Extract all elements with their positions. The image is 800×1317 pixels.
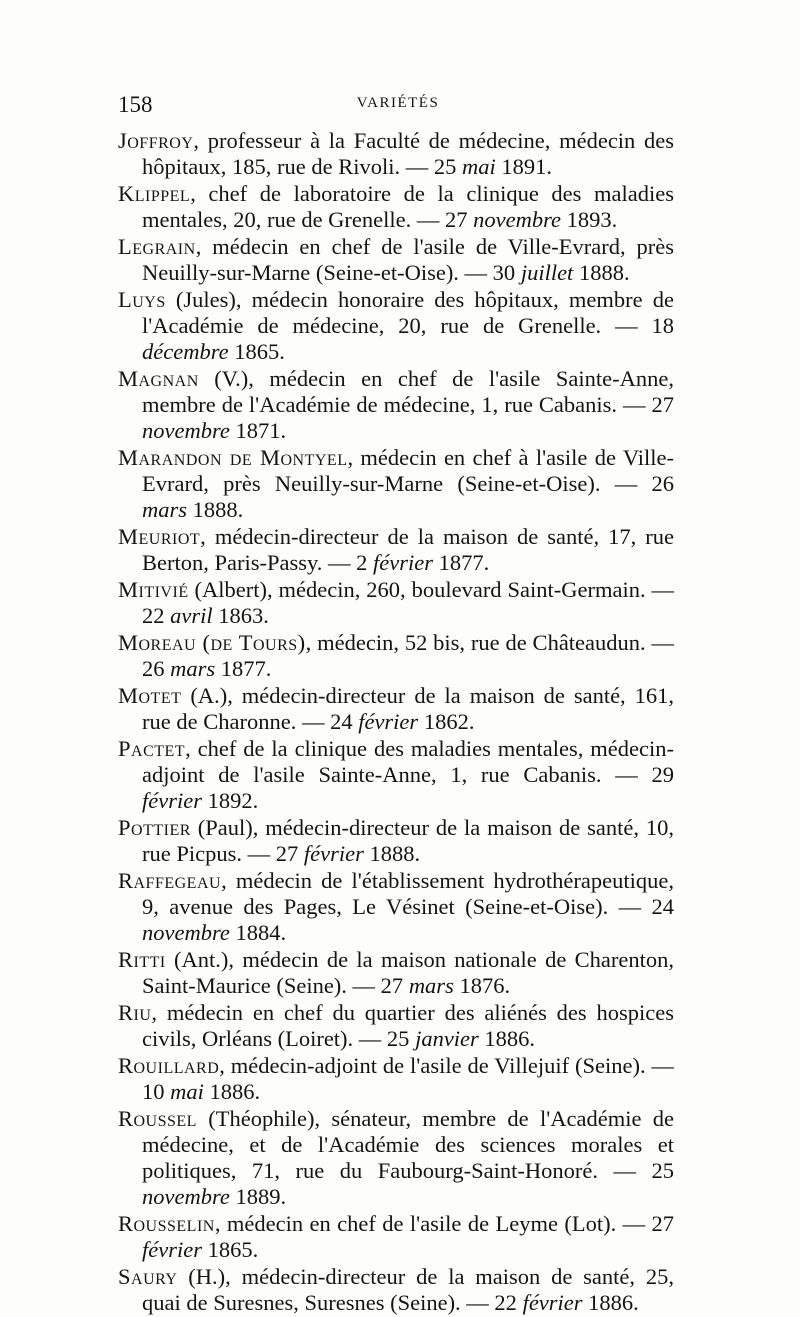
entry-year: 1892. <box>201 788 259 813</box>
entry-text: (Jules), médecin honoraire des hôpitaux, membre de l'Académie de médecine, 20, rue de Grenelle. — 18 <box>142 287 674 338</box>
entry-date: février <box>142 1237 202 1262</box>
entry-year: 1884. <box>229 920 287 945</box>
directory-entry <box>118 683 674 735</box>
entry-year: 1893. <box>561 207 618 232</box>
directory-entry <box>118 234 674 286</box>
entry-name: Legrain <box>118 234 196 259</box>
entry-text: , médecin en chef du quartier des aliénés des hospices civils, Orléans (Loiret). — 25 <box>142 1000 674 1051</box>
entry-text: , professeur à la Faculté de médecine, médecin des hôpitaux, 185, rue de Rivoli. — 25 <box>142 128 674 179</box>
entry-date: mai <box>461 154 496 179</box>
entry-date: avril <box>170 603 213 628</box>
directory-entry <box>118 815 674 867</box>
entry-date: novembre <box>142 418 230 443</box>
entry-year: 1886. <box>203 1079 261 1104</box>
entry-name: Motet <box>118 683 182 708</box>
directory-entry <box>118 287 674 365</box>
entry-text: (Théophile), sénateur, membre de l'Académie de médecine, et de l'Académie des sciences morales et politiques, 71, rue du Faubourg-Saint-Honoré. — 25 <box>142 1106 674 1183</box>
entry-year: 1888. <box>187 497 244 522</box>
page-number: 158 <box>118 92 153 117</box>
entry-year: 1888. <box>363 841 421 866</box>
entry-date: novembre <box>473 207 562 232</box>
entry-year: 1877. <box>433 550 490 575</box>
directory-entry <box>118 1106 674 1210</box>
entry-name: Raffegeau <box>118 868 222 893</box>
entry-year: 1865. <box>201 1237 259 1262</box>
entry-name: Magnan <box>118 366 199 391</box>
directory-entries <box>118 128 674 1317</box>
entry-text: , médecin en chef à l'asile de Ville-Evrard, près Neuilly-sur-Marne (Seine-et-Oise). — 26 <box>142 445 674 496</box>
entry-year: 1871. <box>229 418 287 443</box>
directory-entry <box>118 947 674 999</box>
entry-text: , chef de la clinique des maladies mentales, médecin-adjoint de l'asile Sainte-Anne, 1, rue Cabanis. — 29 <box>142 736 674 787</box>
running-title: VARIÉTÉS <box>356 95 440 111</box>
directory-entry <box>118 445 674 523</box>
entry-date: novembre <box>142 1184 230 1209</box>
entry-name: Riu <box>118 1000 152 1025</box>
directory-entry <box>118 366 674 444</box>
entry-name: Pactet <box>118 736 186 761</box>
entry-date: février <box>303 841 364 866</box>
entry-name: Mitivié <box>118 577 189 602</box>
entry-date: février <box>373 550 434 575</box>
entry-date: janvier <box>415 1026 479 1051</box>
entry-year: 1876. <box>453 973 511 998</box>
entry-text: , médecin-adjoint de l'asile de Villejuif (Seine). — 10 <box>142 1053 674 1104</box>
entry-year: 1865. <box>228 339 285 364</box>
directory-entry <box>118 1264 674 1316</box>
directory-entry <box>118 181 674 233</box>
entry-name: Moreau (de Tours) <box>118 630 306 655</box>
entry-date: juillet <box>520 260 574 285</box>
directory-entry <box>118 577 674 629</box>
entry-name: Marandon de Montyel <box>118 445 348 470</box>
entry-year: 1886. <box>478 1026 536 1051</box>
entry-text: (H.), médecin-directeur de la maison de santé, 25, quai de Suresnes, Suresnes (Seine). — 22 <box>142 1264 674 1315</box>
entry-name: Ritti <box>118 947 166 972</box>
entry-name: Meuriot <box>118 524 201 549</box>
entry-text: (V.), médecin en chef de l'asile Sainte-Anne, membre de l'Académie de médecine, 1, rue Cabanis. — 27 <box>142 366 674 417</box>
directory-entry <box>118 630 674 682</box>
directory-entry <box>118 1000 674 1052</box>
directory-entry <box>118 128 674 180</box>
entry-date: mars <box>408 973 454 998</box>
page-header <box>118 92 678 122</box>
entry-text: (Albert), médecin, 260, boulevard Saint-Germain. — 22 <box>142 577 674 628</box>
entry-date: mars <box>142 497 188 522</box>
directory-entry <box>118 736 674 814</box>
entry-year: 1891. <box>495 154 552 179</box>
entry-text: (Ant.), médecin de la maison nationale de Charenton, Saint-Maurice (Seine). — 27 <box>142 947 674 998</box>
entry-year: 1862. <box>418 709 475 734</box>
entry-name: Luys <box>118 287 166 312</box>
entry-text: , médecin, 52 bis, rue de Châteaudun. — 26 <box>142 630 675 681</box>
entry-name: Roussel <box>118 1106 197 1131</box>
entry-year: 1877. <box>215 656 272 681</box>
entry-year: 1889. <box>229 1184 287 1209</box>
directory-entry <box>118 868 674 946</box>
entry-year: 1888. <box>573 260 630 285</box>
entry-date: février <box>142 788 202 813</box>
directory-entry <box>118 1211 674 1263</box>
entry-year: 1886. <box>582 1290 639 1315</box>
directory-entry <box>118 524 674 576</box>
directory-entry <box>118 1053 674 1105</box>
entry-name: Pottier <box>118 815 191 840</box>
entry-text: (A.), médecin-directeur de la maison de santé, 161, rue de Charonne. — 24 <box>142 683 674 734</box>
entry-text: , médecin en chef de l'asile de Leyme (Lot). — 27 <box>214 1211 674 1236</box>
entry-name: Rousselin <box>118 1211 215 1236</box>
entry-text: , médecin-directeur de la maison de santé, 17, rue Berton, Paris-Passy. — 2 <box>142 524 674 575</box>
entry-date: février <box>522 1290 583 1315</box>
entry-text: , médecin en chef de l'asile de Ville-Evrard, près Neuilly-sur-Marne (Seine-et-Oise). — 30 <box>142 234 674 285</box>
entry-date: novembre <box>142 920 230 945</box>
entry-text: , médecin de l'établissement hydrothérapeutique, 9, avenue des Pages, Le Vésinet (Seine-et-Oise). — 24 <box>142 868 674 919</box>
entry-date: décembre <box>142 339 229 364</box>
entry-date: mai <box>170 1079 204 1104</box>
entry-name: Saury <box>118 1264 178 1289</box>
entry-text: , chef de laboratoire de la clinique des maladies mentales, 20, rue de Grenelle. — 27 <box>142 181 674 232</box>
entry-name: Klippel <box>118 181 191 206</box>
entry-date: mars <box>170 656 216 681</box>
entry-year: 1863. <box>212 603 269 628</box>
entry-name: Rouillard <box>118 1053 220 1078</box>
entry-text: (Paul), médecin-directeur de la maison de santé, 10, rue Picpus. — 27 <box>142 815 674 866</box>
entry-name: Joffroy <box>118 128 194 153</box>
entry-date: février <box>358 709 419 734</box>
